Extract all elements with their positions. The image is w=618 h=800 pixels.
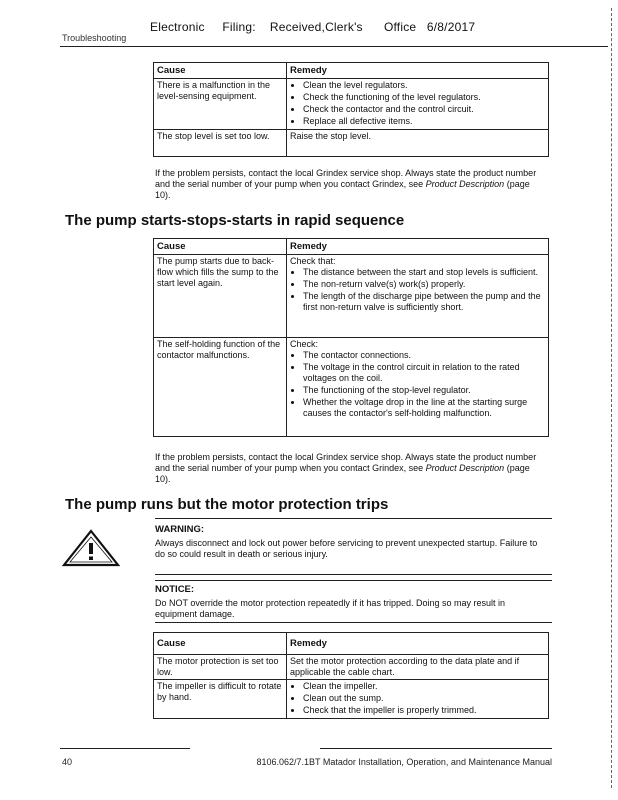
notice-top-rule: [155, 580, 552, 581]
table-row: [154, 130, 549, 157]
cause-cell: The stop level is set too low.: [154, 130, 287, 157]
section-heading-rapid-sequence: The pump starts-stops-starts in rapid sequence: [65, 212, 405, 229]
remedy-item: • Whether the voltage drop in the line at the starting surge causes the contactor's self-holding malfunction.: [303, 397, 545, 419]
persist-paragraph-2: If the problem persists, contact the local Grindex service shop. Always state the product number and the serial number of your pump when you contact Grindex, see Product Description (page 10).: [155, 452, 537, 484]
remedy-lead: Check that:: [290, 256, 336, 266]
remedy-item: • The distance between the start and stop levels is sufficient.: [303, 267, 545, 278]
remedy-item: • Clean the level regulators.: [303, 80, 545, 91]
product-description-link[interactable]: Product Description: [425, 179, 505, 189]
cause-cell: The pump starts due to back-flow which fills the sump to the start level again.: [154, 255, 287, 338]
header-rule: [60, 46, 608, 47]
notice-bottom-rule: [155, 622, 552, 623]
remedy-header: Remedy: [287, 633, 549, 655]
warning-title: WARNING:: [155, 524, 205, 535]
cause-cell: The impeller is difficult to rotate by hand.: [154, 680, 287, 719]
remedy-cell: [287, 79, 549, 130]
cause-remedy-table-2: [153, 238, 549, 437]
table-header-row: [154, 633, 549, 655]
table-header-row: [154, 239, 549, 255]
remedy-item: • Check the contactor and the control circuit.: [303, 104, 545, 115]
notice-block: [155, 584, 547, 620]
warning-text: Always disconnect and lock out power before servicing to prevent unexpected startup. Failure to do so could result in death or serious injury.: [155, 538, 538, 559]
remedy-cell: [287, 680, 549, 719]
notice-text: Do NOT override the motor protection repeatedly if it has tripped. Doing so may result in equipment damage.: [155, 598, 505, 619]
remedy-lead: Check:: [290, 339, 319, 349]
remedy-cell: Set the motor protection according to the data plate and if applicable the cable chart.: [287, 655, 549, 680]
running-header: Troubleshooting: [62, 33, 127, 43]
remedy-item: • The functioning of the stop-level regulator.: [303, 385, 545, 396]
cause-cell: The motor protection is set too low.: [154, 655, 287, 680]
remedy-item: • The contactor connections.: [303, 350, 545, 361]
cause-header: Cause: [154, 239, 287, 255]
cause-header: Cause: [154, 633, 287, 655]
warning-top-rule: [155, 518, 552, 519]
table-row: [154, 255, 549, 338]
cause-cell: The self-holding function of the contactor malfunctions.: [154, 338, 287, 437]
cause-cell: There is a malfunction in the level-sensing equipment.: [154, 79, 287, 130]
warning-bottom-rule: [155, 574, 552, 575]
remedy-cell: [287, 255, 549, 338]
table-header-row: [154, 63, 549, 79]
warning-triangle-icon: [60, 528, 122, 568]
remedy-item: • Clean the impeller.: [303, 681, 545, 692]
remedy-item: • The voltage in the control circuit in relation to the rated voltages on the coil.: [303, 362, 545, 384]
filing-stamp: Electronic Filing: Received,Clerk's Office 6/8/2017: [150, 20, 476, 34]
cause-header: Cause: [154, 63, 287, 79]
product-description-link[interactable]: Product Description: [425, 463, 505, 473]
table-row: [154, 79, 549, 130]
scan-edge-mark: [610, 8, 612, 788]
persist-paragraph-1: If the problem persists, contact the local Grindex service shop. Always state the product number and the serial number of your pump when you contact Grindex, see Product Description (page 10).: [155, 168, 537, 200]
remedy-header: Remedy: [287, 239, 549, 255]
cause-remedy-table-3: [153, 632, 549, 719]
remedy-header: Remedy: [287, 63, 549, 79]
remedy-item: • Replace all defective items.: [303, 116, 545, 127]
footer-rule-right: [320, 748, 552, 749]
remedy-item: • The non-return valve(s) work(s) properly.: [303, 279, 545, 290]
warning-block: [155, 524, 547, 560]
table-row: [154, 655, 549, 680]
table-row: [154, 338, 549, 437]
footer-doc-title: 8106.062/7.1BT Matador Installation, Operation, and Maintenance Manual: [256, 757, 552, 767]
remedy-item: • Clean out the sump.: [303, 693, 545, 704]
remedy-item: • Check that the impeller is properly trimmed.: [303, 705, 545, 716]
footer-rule-left: [60, 748, 190, 749]
remedy-item: • Check the functioning of the level regulators.: [303, 92, 545, 103]
remedy-cell: Raise the stop level.: [287, 130, 549, 157]
notice-title: NOTICE:: [155, 584, 195, 595]
remedy-cell: [287, 338, 549, 437]
table-row: [154, 680, 549, 719]
page-number: 40: [62, 757, 73, 767]
section-heading-motor-protection: The pump runs but the motor protection trips: [65, 496, 389, 513]
cause-remedy-table-1: [153, 62, 549, 157]
remedy-item: • The length of the discharge pipe between the pump and the first non-return valve is sufficiently short.: [303, 291, 545, 313]
